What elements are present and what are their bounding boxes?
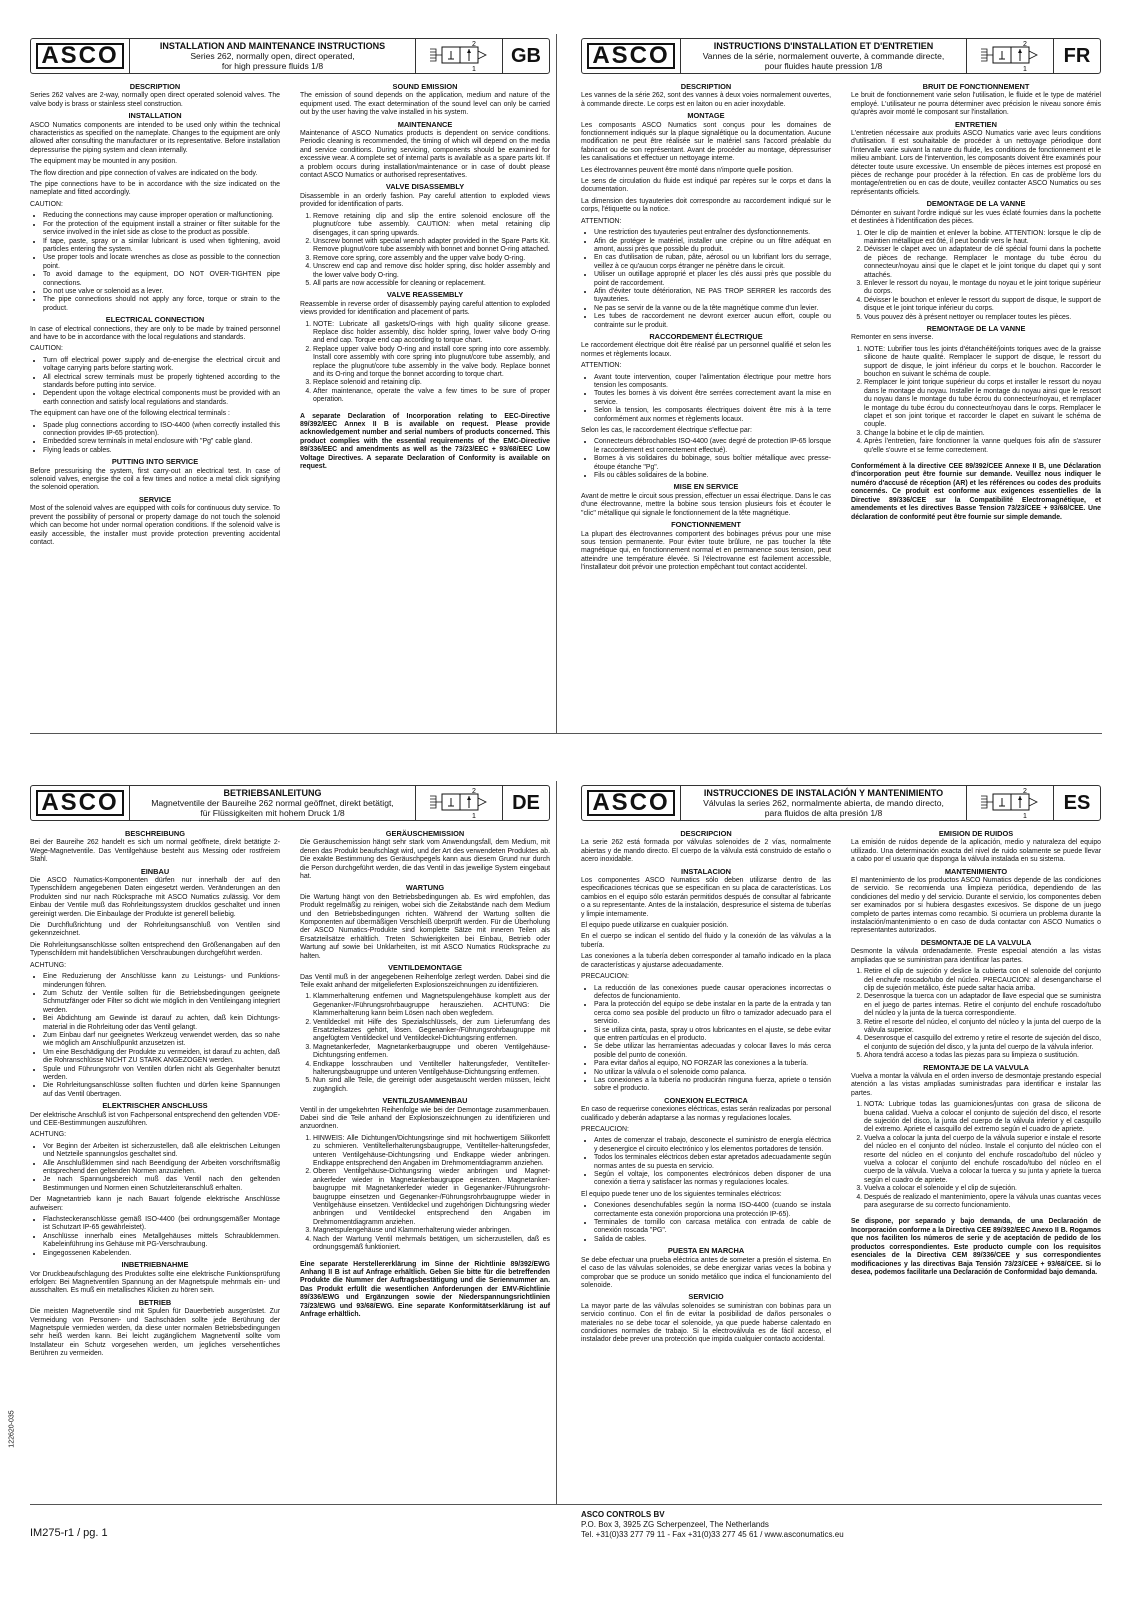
- list-item: 1. Remove retaining clip and slip the entire solenoid enclosure off the plugnut/core tube assembly. CAUTION: when metal retaining clip disengages, it can spring upwards.: [313, 213, 550, 238]
- paragraph: Vor Druckbeaufschlagung des Produktes sollte eine elektrische Funktionsprüfung erfolgen: Bei Magnetventilen Spannung an der Magnetspule mehrmals ein- und ausschalten. Es muß ein metallisches Klicken zu hören sein.: [30, 1270, 280, 1295]
- list-item: • Bei Abdichtung am Gewinde ist darauf zu achten, daß kein Dichtungs-material in die Rohrleitung oder das Ventil gelangt.: [43, 1015, 280, 1032]
- list-item: • If tape, paste, spray or a similar lubricant is used when tightening, avoid particles entering the system.: [43, 238, 280, 255]
- list-item: 4. Desenrosque el casquillo del extremo y retire el resorte de sujeción del disco, el conjunto de sujeción del disco, y la junta del cuerpo de la válvula inferior.: [864, 1035, 1101, 1052]
- paragraph: The equipment can have one of the following electrical terminals :: [30, 410, 230, 418]
- port-label-bottom: 1: [1023, 66, 1027, 73]
- list-item: 2. Ventildeckel mit Hilfe des Spezialschlüssels, der zum Lieferumfang des Ersatzteilsatzes gehört, lösen. Gegenanker-/Führungsrohrbaugruppe mit angefügtem Ventildeckel und Ventildeckel-Dichtungsring entfernen.: [313, 1019, 550, 1044]
- text-column: [581, 80, 831, 576]
- list-item: • Une restriction des tuyauteries peut entraîner des dysfonctionnements.: [594, 229, 831, 237]
- divider-horizontal-bottom: [30, 1504, 1102, 1505]
- list-item: 2. Remplacer le joint torique supérieur du corps et installer le ressort du noyau dans le montage du noyau. Installer le montage du noyau ainsi que le ressort du noyau dans le montage du tube écrou du connecteur/noyau, et remplacer le montage du tube écrou du connecteur/noyau dans le corps. Remplacer le clapet et son joint torique et raccorder le clapet en suivant le schéma de couple.: [864, 379, 1101, 429]
- list-item: • Utiliser un outillage approprié et placer les clés aussi près que possible du point de raccordement.: [594, 271, 831, 288]
- paragraph: ATTENTION:: [581, 362, 622, 370]
- list-item: • Spule und Führungsrohr von Ventilen dürfen nicht als Gegenhalter benutzt werden.: [43, 1066, 280, 1083]
- paragraph: Die meisten Magnetventile sind mit Spulen für Dauerbetrieb ausgerüstet. Zur Vermeidung von Personen- und Sachschäden sollte jede Berührung der Magnetspule vermieden werden, da diese unter normalen Betriebsbedingungen sehr heiß werden kann. Bei leicht zugänglichem Magnetventil sollte vom Installateur ein Schutz vorgesehen werden, um jegliches versehentliches Berühren zu vermeiden.: [30, 1308, 280, 1358]
- bullet-list: [581, 374, 831, 424]
- section-header: [581, 785, 1101, 821]
- paragraph: Les électrovannes peuvent être monté dans n'importe quelle position.: [581, 166, 793, 174]
- brand-logo-text: ASCO: [587, 43, 674, 69]
- valve-symbol-icon: [967, 786, 1053, 820]
- section-heading: DESCRIPCION: [680, 829, 732, 838]
- bullet-list: [581, 229, 831, 330]
- section-header: [581, 38, 1101, 74]
- list-item: • To avoid damage to the equipment, DO NOT OVER-TIGHTEN pipe connections.: [43, 271, 280, 288]
- header-subtitle: Series 262, normally open, direct operated,: [190, 51, 355, 61]
- paragraph: Das Ventil muß in der angegebenen Reihenfolge zerlegt werden. Dabei sind die Teile exakt anhand der mitgelieferten Explosionszeichnungen zu identifizieren.: [300, 973, 550, 989]
- list-item: 1. Retire el clip de sujeción y deslice la cubierta con el solenoide del conjunto del enchufe roscado/tubo del núcleo. PRECAUCION: al desengancharse el clip de sujeción metálico, éste puede saltar hacia arriba.: [864, 968, 1101, 993]
- section-heading: BETRIEB: [138, 1297, 172, 1307]
- section-heading: DESCRIPTION: [680, 82, 732, 91]
- divider-vertical-bottom: [556, 781, 557, 1504]
- paragraph: Disassemble in an orderly fashion. Pay careful attention to exploded views provided for identification of parts.: [300, 192, 550, 209]
- list-item: • Je nach Spannungsbereich muß das Ventil nach den geltenden Bestimmungen und Normen einen Schutzleiteranschluß erhalten.: [43, 1176, 280, 1193]
- list-item: 3. Change la bobine et le clip de maintien.: [864, 430, 1101, 438]
- section-heading: EMISION DE RUIDOS: [938, 829, 1014, 838]
- declaration-paragraph: Se dispone, por separado y bajo demanda, de una Declaración de Incorporación conforme a la Directiva CEE 89/392/EEC Anexo II B. Rogamos que nos faciliten los números de serie y de aceptación de pedido de los productos correspondientes. Este producto cumple con los requisitos esenciales de la Directiva CEM 89/336/CEE y sus correspondientes modificaciones y las directivas Baja Tensión 73/23/CEE + 93/68/CEE. Si lo desea, podemos facilitarle una Declaración de Conformidad bajo demanda.: [851, 1218, 1101, 1276]
- list-item: 2. Vuelva a colocar la junta del cuerpo de la válvula superior e instale el resorte del núcleo en el conjunto del núcleo. Instale el conjunto del núcleo con el resorte del núcleo en el conjunto del enchufe roscado/tubo del núcleo y vuelva a colocar el conjunto del enchufe roscado/tubo del núcleo en el cuerpo de la válvula. Vuelva a colocar la tuerca y su junta y apriete la tuerca según el cuadro de apriete.: [864, 1135, 1101, 1185]
- bullet-list: [30, 1143, 280, 1193]
- section-french: [581, 38, 1101, 576]
- port-label-top: 2: [1023, 788, 1027, 795]
- list-item: 2. Replace upper valve body O-ring and install core spring into core assembly. Install core assembly with core spring into plugnut/core tube assembly, and replace the plugnut/core tube assembly in the valve body. Replace bonnet and its O-ring and torque the bonnet according to torque chart.: [313, 346, 550, 380]
- list-item: • Si se utiliza cinta, pasta, spray u otros lubricantes en el ajuste, se debe evitar que entren partículas en el producto.: [594, 1027, 831, 1044]
- paragraph: Reassemble in reverse order of disassembly paying careful attention to exploded views provided for identification and placement of parts.: [300, 300, 550, 317]
- list-item: 3. Magnetankerfeder, Magnetankerbaugruppe und oberen Ventilgehäuse-Dichtungsring entfernen.: [313, 1044, 550, 1061]
- list-item: • Turn off electrical power supply and de-energise the electrical circuit and voltage carrying parts before starting work.: [43, 357, 280, 374]
- list-item: • Les tubes de raccordement ne devront exercer aucun effort, couple ou contrainte sur le produit.: [594, 313, 831, 330]
- header-title-main: INSTRUCTIONS D'INSTALLATION ET D'ENTRETIEN: [713, 41, 934, 51]
- divider-vertical-top: [556, 34, 557, 734]
- paragraph: Bei der Baureihe 262 handelt es sich um normal geöffnete, direkt betätigte 2-Wege-Magnetventile. Das Ventilgehäuse besteht aus Messing oder rostfreiem Stahl.: [30, 839, 280, 864]
- text-column: [581, 827, 831, 1348]
- numbered-list: [300, 993, 550, 1094]
- paragraph: Die ASCO Numatics-Komponenten dürfen nur innerhalb der auf den Typenschildern angegebenen Daten eingesetzt werden. Veränderungen an den Produkten sind nur nach Rücksprache mit ASCO Numatics zulässig. Vor dem Einbau der Ventile muß das Rohrleitungssystem drucklos geschaltet und innen gereinigt werden. Die Einbaulage der Produkte ist generell beliebig.: [30, 877, 280, 918]
- list-item: 5. Vous pouvez dès à présent nettoyer ou remplacer toutes les pièces.: [864, 314, 1101, 322]
- section-heading: MANTENIMIENTO: [944, 866, 1008, 876]
- list-item: 5. Nun sind alle Teile, die gereinigt oder ausgetauscht werden müssen, leicht zugänglich.: [313, 1077, 550, 1094]
- list-item: • Eine Reduzierung der Anschlüsse kann zu Leistungs- und Funktions-minderungen führen.: [43, 973, 280, 990]
- list-item: • No utilizar la válvula o el solenoide como palanca.: [594, 1069, 831, 1077]
- header-title: [681, 39, 966, 73]
- text-columns: [30, 80, 550, 550]
- paragraph: El equipo puede tener uno de los siguientes terminales eléctricos:: [581, 1190, 782, 1198]
- list-item: 4. Dévisser le bouchon et enlever le ressort du support de disque, le support de disque et le joint torique inférieur du corps.: [864, 297, 1101, 314]
- text-column: [851, 80, 1101, 576]
- section-heading: SERVICE: [138, 494, 172, 504]
- bullet-list: [30, 357, 280, 407]
- header-title-main: BETRIEBSANLEITUNG: [223, 788, 322, 798]
- list-item: • Bornes à vis solidaires du bobinage, sous boîtier métallique avec presse-étoupe étanche "Pg".: [594, 455, 831, 472]
- list-item: • Afin de protéger le matériel, installer une crépine ou un filtre adéquat en amont, aussi près que possible du produit.: [594, 238, 831, 255]
- company-contact: Tel. +31(0)33 277 79 11 - Fax +31(0)33 277 45 61 / www.asconumatics.eu: [581, 1530, 844, 1539]
- valve-symbol-icon: [416, 786, 502, 820]
- port-label-top: 2: [1023, 41, 1027, 48]
- paragraph: La dimension des tuyauteries doit correspondre au raccordement indiqué sur le corps, l'étiquette ou la notice.: [581, 197, 831, 214]
- list-item: • Salida de cables.: [594, 1236, 831, 1244]
- list-item: • Según el voltaje, los componentes electrónicos deben disponer de una conexión a tierra y satisfacer las normas y regulaciones locales.: [594, 1171, 831, 1188]
- bullet-list: [30, 422, 280, 456]
- section-heading: VALVE DISASSEMBLY: [385, 182, 465, 192]
- section-header: [30, 38, 550, 74]
- list-item: 1. NOTE: Lubricate all gaskets/O-rings with high quality silicone grease. Replace disc holder assembly, disc holder spring, lower valve body O-ring and end cap. Torque end cap according to torque chart.: [313, 321, 550, 346]
- section-heading: MAINTENANCE: [397, 119, 453, 129]
- list-item: 1. Klammerhalterung entfernen und Magnetspulengehäuse komplett aus der Gegenanker-/Führungsrohrbaugruppe herausziehen. ACHTUNG: Die Klammerhalterung kann beim Lösen nach oben wegfedern.: [313, 993, 550, 1018]
- paragraph: PRECAUCION:: [581, 1126, 629, 1133]
- list-item: • Spade plug connections according to ISO-4400 (when correctly installed this connection provides IP-65 protection).: [43, 422, 280, 439]
- section-heading: MISE EN SERVICE: [673, 482, 739, 492]
- text-column: [300, 80, 550, 550]
- list-item: • Vor Beginn der Arbeiten ist sicherzustellen, daß alle elektrischen Leitungen und Netzteile spannungslos geschaltet sind.: [43, 1143, 280, 1160]
- list-item: 2. Dévisser le clapet avec un adaptateur de clé spécial fourni dans la pochette de pièces de rechange. Remplacer le montage du tube écrou du connecteur/noyau ainsi que le clapet et le joint torique du clapet qui y sont attachés.: [864, 246, 1101, 280]
- section-heading: INSTALACION: [681, 866, 731, 876]
- header-subtitle: Válvulas la series 262, normalmente abierta, de mando directo,: [703, 798, 944, 808]
- paragraph: In case of electrical connections, they are only to be made by trained personnel and have to be in accordance with the local regulations and standards.: [30, 325, 280, 341]
- port-label-bottom: 1: [1023, 813, 1027, 820]
- language-code: DE: [502, 786, 549, 820]
- section-heading: REMONTAJE DE LA VALVULA: [923, 1062, 1029, 1072]
- list-item: 1. Oter le clip de maintien et enlever la bobine. ATTENTION: lorsque le clip de maintien métallique est ôté, il peut bondir vers le haut.: [864, 230, 1101, 247]
- language-code: GB: [502, 39, 549, 73]
- language-code: ES: [1053, 786, 1100, 820]
- section-heading: DEMONTAGE DE LA VANNE: [926, 199, 1026, 209]
- valve-symbol-icon: [967, 39, 1053, 73]
- paragraph: Der elektrische Anschluß ist von Fachpersonal entsprechend den geltenden VDE- und CEE-Bestimmungen auszuführen.: [30, 1111, 280, 1127]
- section-heading: BESCHREIBUNG: [125, 829, 185, 838]
- declaration-paragraph: Eine separate Herstellererklärung im Sinne der Richtlinie 89/392/EWG Anhang II B ist auf Anfrage erhältlich. Geben Sie bitte für die betreffenden Produkte die Nummer der Auftragsbestätigung und die Seriennummer an. Das Produkt erfüllt die wesentlichen Anforderungen der EMV-Richtlinie 89/336/EWG und Ergänzungen sowie der Niederspannungsrichtlinien 73/23/EWG und 93/68/EWG. Eine separate Konformitätserklärung ist auf Anfrage erhältlich.: [300, 1260, 550, 1318]
- list-item: 2. Oberen Ventilgehäuse-Dichtungsring wieder anbringen und Magnet-ankerfeder wieder in Magnetankerbaugruppe einsetzen. Magnetanker-baugruppe mit Magnetankerfeder wieder in Gegenanker-/Führungsrohr-baugruppe einsetzen und Gegenanker-/Führungsrohrbaugruppe wieder in Ventilgehäuse einsetzen. Ventildeckel und zugehörigen Dichtungsring wieder anbringen und Ventildeckel entsprechend den Angaben im Drehmomentdiagramm anziehen.: [313, 1168, 550, 1227]
- list-item: • Avant toute intervention, couper l'alimentation électrique pour mettre hors tension les composants.: [594, 374, 831, 391]
- list-item: • Flachsteckeranschlüsse gemäß ISO-4400 (bei ordnungsgemäßer Montage ist Schutzart IP-65 gewährleistet).: [43, 1216, 280, 1233]
- section-heading: REMONTAGE DE LA VANNE: [926, 323, 1026, 333]
- header-title: [130, 39, 415, 73]
- section-heading: MONTAGE: [687, 111, 725, 121]
- text-columns: [581, 827, 1101, 1348]
- header-subtitle: Magnetventile der Baureihe 262 normal geöffnet, direkt betätigt,: [151, 798, 394, 808]
- bullet-list: [581, 438, 831, 480]
- paragraph: La plupart des électrovannes comportent des bobinages prévus pour une mise sous tension permanente. Pour éviter toute brûlure, ne pas toucher la tête magnétique qui, en fonctionnement normal et en permanence sous tension, peut atteindre une température élevée. Si l'électrovanne est facilement accessible, l'installateur doit prévoir une protection empêchant tout contact accidentel.: [581, 530, 831, 572]
- list-item: • Afin d'éviter toute détérioration, NE PAS TROP SERRER les raccords des tuyauteries.: [594, 288, 831, 305]
- list-item: • Las conexiones a la tubería no producirán ninguna fuerza, apriete o tensión sobre el producto.: [594, 1077, 831, 1094]
- declaration-paragraph: A separate Declaration of Incorporation relating to EEC-Directive 89/392/EEC Annex II B is available on request. Please provide acknowledgement number and serial numbers of products concerned. This product complies with the essential requirements of the EMC-Directive 89/336/EEC and amendments as well as the 73/23/EEC + 93/68/EEC Low Voltage Directives. A separate Declaration of Conformity is available on request.: [300, 412, 550, 471]
- list-item: • Selon la tension, les composants électriques doivent être mis à la terre conformément aux normes et règlements locaux.: [594, 407, 831, 424]
- bullet-list: [30, 212, 280, 313]
- paragraph: CAUTION:: [30, 200, 63, 208]
- header-subtitle: for high pressure fluids 1/8: [221, 61, 324, 71]
- brand-logo: [31, 786, 130, 820]
- paragraph: The equipment may be mounted in any position.: [30, 158, 178, 166]
- bullet-list: [581, 985, 831, 1094]
- paragraph: Series 262 valves are 2-way, normally open direct operated solenoid valves. The valve body is brass or stainless steel construction.: [30, 92, 280, 108]
- text-columns: [581, 80, 1101, 576]
- company-address: P.O. Box 3, 3925 ZG Scherpenzeel, The Netherlands: [581, 1520, 769, 1529]
- paragraph: Die Rohrleitungsanschlüsse sollten entsprechend den Größenangaben auf den Typenschildern mit handelsüblichen Verschraubungen durchgeführt werden.: [30, 941, 280, 958]
- list-item: • Embedded screw terminals in metal enclosure with "Pg" cable gland.: [43, 438, 280, 446]
- numbered-list: [300, 213, 550, 289]
- section-heading: SOUND EMISSION: [392, 82, 458, 91]
- section-heading: INBETRIEBNAHME: [121, 1260, 189, 1270]
- paragraph: Remonter en sens inverse.: [851, 334, 934, 342]
- section-spanish: [581, 785, 1101, 1348]
- valve-symbol: [415, 39, 502, 73]
- list-item: • The pipe connections should not apply any force, torque or strain to the product.: [43, 296, 280, 313]
- paragraph: ASCO Numatics components are intended to be used only within the technical characteristics as specified on the nameplate. Changes to the equipment are only allowed after consulting the manufacturer or its representative. Before installation depressurise the piping system and clean internally.: [30, 121, 280, 154]
- list-item: • Antes de comenzar el trabajo, desconecte el suministro de energía eléctrica y desenergice el circuito electrónico y los elementos portadores de tensión.: [594, 1137, 831, 1154]
- list-item: • Toutes les bornes à vis doivent être serrées correctement avant la mise en service.: [594, 390, 831, 407]
- section-heading: ELEKTRISCHER ANSCHLUSS: [102, 1101, 208, 1111]
- paragraph: Se debe efectuar una prueba eléctrica antes de someter a presión el sistema. En el caso de las válvulas solenoides, se debe energizar varias veces la bobina y comprobar que se produce un sonido metálico que indica el funcionamiento del solenoide.: [581, 1256, 831, 1289]
- list-item: 1. HINWEIS: Alle Dichtungen/Dichtungsringe sind mit hochwertigem Silikonfett zu schmieren. Ventiltellerhalterungsbaugruppe, Ventilteller-halterungsfeder, unteren Ventilgehäuse-Dichtungsring und Endkappe wieder anbringen. Endkappe entsprechend den Angaben im Drehmomentdiagramm anziehen.: [313, 1135, 550, 1169]
- paragraph: La serie 262 está formada por válvulas solenoides de 2 vías, normalmente abiertas y de mando directo. El cuerpo de la válvula está construido de estaño o acero inoxidable.: [581, 839, 831, 864]
- text-column: [300, 827, 550, 1362]
- section-heading: PUTTING INTO SERVICE: [111, 457, 199, 467]
- section-heading: ELECTRICAL CONNECTION: [105, 315, 205, 325]
- section-heading: BRUIT DE FONCTIONNEMENT: [922, 82, 1030, 91]
- brand-logo-text: ASCO: [587, 790, 674, 816]
- list-item: 3. Remove core spring, core assembly and the upper valve body O-ring.: [313, 255, 550, 263]
- section-heading: DESCRIPTION: [129, 82, 181, 91]
- paragraph: L'entretien nécessaire aux produits ASCO Numatics varie avec leurs conditions d'utilisation. Il est souhaitable de procéder à un nettoyage périodique dont l'intervalle varie suivant la nature du fluide, les conditions de fonctionnement et le milieu ambiant. Lors de l'intervention, les composants doivent être examinés pour détecter toute usure excessive. Un ensemble de pièces internes est proposé en pièces de rechange pour procéder à la réfection. En cas de problème lors du montage/entretien ou en cas de doute, veuillez contacter ASCO Numatics ou ses représentants officiels.: [851, 130, 1101, 196]
- list-item: 3. Retire el resorte del núcleo, el conjunto del núcleo y la junta del cuerpo de la válvula superior.: [864, 1019, 1101, 1036]
- numbered-list: [300, 321, 550, 405]
- header-title: [130, 786, 415, 820]
- paragraph: Les composants ASCO Numatics sont conçus pour les domaines de fonctionnement indiqués sur la plaque signalétique ou la documentation. Aucune modification ne peut être réalisée sur le matériel sans l'accord préalable du fabricant ou de son représentant. Avant de procéder au montage, dépressuriser les canalisations et effectuer un nettoyage interne.: [581, 121, 831, 163]
- numbered-list: [851, 346, 1101, 455]
- company-name: ASCO CONTROLS BV: [581, 1510, 665, 1519]
- numbered-list: [851, 230, 1101, 322]
- brand-logo: [31, 39, 130, 73]
- port-label-bottom: 1: [472, 66, 476, 73]
- paragraph: Las conexiones a la tubería deben corresponder al tamaño indicado en la placa de características y ajustarse adecuadamente.: [581, 953, 831, 969]
- paragraph: Most of the solenoid valves are equipped with coils for continuous duty service. To prevent the possibility of personal or property damage do not touch the solenoid which can become hot under normal operation conditions. If the solenoid valve is easily accessible, the installer must provide protection preventing accidental contact.: [30, 505, 280, 546]
- list-item: • Para evitar daños al equipo, NO FORZAR las conexiones a la tubería.: [594, 1060, 831, 1068]
- list-item: • Die Rohrleitungsanschlüsse sollten fluchten und dürfen keine Spannungen auf das Ventil übertragen.: [43, 1082, 280, 1099]
- section-english: [30, 38, 550, 550]
- list-item: 4. Après l'entretien, faire fonctionner la vanne quelques fois afin de s'assurer qu'elle s'ouvre et se ferme correctement.: [864, 438, 1101, 455]
- valve-symbol-icon: [416, 39, 502, 73]
- text-column: [851, 827, 1101, 1348]
- company-block: [581, 1510, 844, 1540]
- side-code: 122620-035: [8, 1410, 16, 1448]
- brand-logo-text: ASCO: [36, 790, 123, 816]
- port-label-top: 2: [472, 788, 476, 795]
- bullet-list: [30, 973, 280, 1099]
- list-item: • Fils ou câbles solidaires de la bobine.: [594, 472, 831, 480]
- list-item: • Zum Schutz der Ventile sollten für die Betriebsbedingungen geeignete Schmutzfänger oder Filter so dicht wie möglich in den Ventileingang integriert werden.: [43, 990, 280, 1015]
- valve-symbol: [415, 786, 502, 820]
- paragraph: Le bruit de fonctionnement varie selon l'utilisation, le fluide et le type de matériel employé. L'utilisateur ne pourra déterminer avec précision le niveau sonore émis qu'après avoir monté le composant sur l'installation.: [851, 92, 1101, 117]
- list-item: 3. Vuelva a colocar el solenoide y el clip de sujeción.: [864, 1185, 1101, 1193]
- paragraph: The flow direction and pipe connection of valves are indicated on the body.: [30, 169, 258, 177]
- list-item: • Do not use valve or solenoid as a lever.: [43, 288, 280, 296]
- paragraph: Le sens de circulation du fluide est indiqué par repères sur le corps et dans la documentation.: [581, 178, 831, 194]
- paragraph: The emission of sound depends on the application, medium and nature of the equipment used. The exact determination of the sound level can only be carried out by the user having the valve installed in his system.: [300, 92, 550, 117]
- list-item: • En cas d'utilisation de ruban, pâte, aérosol ou un lubrifiant lors du serrage, veillez à ce qu'aucun corps étranger ne pénètre dans le circuit.: [594, 254, 831, 271]
- section-heading: RACCORDEMENT ÉLECTRIQUE: [649, 331, 763, 341]
- text-column: [30, 827, 280, 1362]
- brand-logo: [582, 39, 681, 73]
- brand-logo: [582, 786, 681, 820]
- port-label-top: 2: [472, 41, 476, 48]
- paragraph: The pipe connections have to be in accordance with the size indicated on the nameplate and fitted accordingly.: [30, 181, 280, 197]
- list-item: • Dependent upon the voltage electrical components must be provided with an earth connection and satisfy local regulations and standards.: [43, 390, 280, 407]
- section-heading: FONCTIONNEMENT: [671, 520, 741, 530]
- section-heading: GERÄUSCHEMISSION: [385, 829, 465, 838]
- list-item: 4. Nach der Wartung Ventil mehrmals betätigen, um sicherzustellen, daß es ordnungsgemäß funktioniert.: [313, 1236, 550, 1253]
- paragraph: ATTENTION:: [581, 217, 622, 225]
- section-heading: ENTRETIEN: [955, 119, 997, 129]
- list-item: • Eingegossenen Kabelenden.: [43, 1250, 280, 1258]
- list-item: 5. Ahora tendrá acceso a todas las piezas para su limpieza o sustitución.: [864, 1052, 1101, 1060]
- list-item: 5. All parts are now accessible for cleaning or replacement.: [313, 280, 550, 288]
- section-heading: VALVE REASSEMBLY: [386, 290, 464, 300]
- header-title-main: INSTRUCCIONES DE INSTALACIÓN Y MANTENIMIENTO: [703, 788, 944, 798]
- section-heading: VENTILDEMONTAGE: [388, 963, 462, 973]
- list-item: 4. Unscrew end cap and remove disc holder spring, disc holder assembly and the lower valve body O-ring.: [313, 263, 550, 280]
- paragraph: En el cuerpo se indican el sentido del fluido y la conexión de las válvulas a la tubería.: [581, 933, 831, 949]
- list-item: • Connecteurs débrochables ISO-4400 (avec degré de protection IP-65 lorsque le raccordement est correctement effectué).: [594, 438, 831, 455]
- header-subtitle: Vannes de la série, normalement ouverte, à commande directe,: [702, 51, 945, 61]
- paragraph: CAUTION:: [30, 345, 63, 353]
- paragraph: Ventil in der umgekehrten Reihenfolge wie bei der Demontage zusammenbauen. Dabei sind die Teile anhand der Explosionszeichnungen zu identifizieren und anzuordnen.: [300, 1106, 550, 1131]
- numbered-list: [300, 1135, 550, 1253]
- text-column: [30, 80, 280, 550]
- paragraph: El equipo puede utilizarse en cualquier posición.: [581, 922, 729, 930]
- paragraph: Die Wartung hängt von den Betriebsbedingungen ab. Es wird empfohlen, das Produkt regelmäßig zu reinigen, wobei sich die Zeitabstände nach dem Medium und den Betriebsbedingungen richten. Während der Wartung sollten die Komponenten auf übermäßigen Verschleiß überprüft werden. Für die Überholung der ASCO Numatics-Produkte sind komplette Sätze mit inneren Teilen als Ersatzteilsätze erhältlich. Treten Schwierigkeiten bei Einbau, Betrieb oder Wartung auf sowie bei Unklarheiten, ist mit ASCO Numatics Rücksprache zu halten.: [300, 893, 550, 960]
- section-heading: SERVICIO: [688, 1292, 724, 1302]
- list-item: • For the protection of the equipment install a strainer or filter suitable for the service involved in the inlet side as close to the product as possible.: [43, 221, 280, 238]
- paragraph: Démonter en suivant l'ordre indiqué sur les vues éclaté fournies dans la pochette et destinées à l'identification des pièces.: [851, 209, 1101, 226]
- header-subtitle: para fluidos de alta presión 1/8: [764, 808, 883, 818]
- paragraph: Avant de mettre le circuit sous pression, effectuer un essai électrique. Dans le cas d'une électrovanne, mettre la bobine sous tension plusieurs fois et écouter le "clic" métallique qui signale le fonctionnement de la tête magnétique.: [581, 492, 831, 517]
- header-subtitle: für Flüssigkeiten mit hohem Druck 1/8: [200, 808, 345, 818]
- header-title-main: INSTALLATION AND MAINTENANCE INSTRUCTIONS: [159, 41, 386, 51]
- bullet-list: [581, 1202, 831, 1244]
- paragraph: Die Geräuschemission hängt sehr stark vom Anwendungsfall, dem Medium, mit denen das Produkt beaufschlagt wird, und der Art des verwendeten Produktes ab. Die exakte Bestimmung des Geräuschpegels kann aus diesem Grund nur durch die Person durchgeführt werden, die das Ventil in das jeweilige System eingebaut hat.: [300, 839, 550, 881]
- list-item: • Anschlüsse innerhalb eines Metallgehäuses mittels Schraubklemmen. Kabeleinführung ins Gehäuse mit PG-Verschraubung.: [43, 1233, 280, 1250]
- list-item: • La reducción de las conexiones puede causar operaciones incorrectas o defectos de funcionamiento.: [594, 985, 831, 1002]
- paragraph: La mayor parte de las válvulas solenoides se suministran con bobinas para un servicio continuo. Con el fin de evitar la posibilidad de daños personales o materiales no se debe tocar el solenoide, ya que puede haberse calentado en condiciones normales de trabajo. Si la electroválvula es de fácil acceso, el instalador debe prever una protección que impida cualquier contacto accidental.: [581, 1302, 831, 1344]
- list-item: 4. After maintenance, operate the valve a few times to be sure of proper operation.: [313, 388, 550, 405]
- paragraph: Der Magnetantrieb kann je nach Bauart folgende elektrische Anschlüsse aufweisen:: [30, 1196, 280, 1212]
- list-item: • Ne pas se servir de la vanne ou de la tête magnétique comme d'un levier.: [594, 305, 831, 313]
- valve-symbol: [966, 39, 1053, 73]
- header-title: [681, 786, 966, 820]
- section-header: [30, 785, 550, 821]
- paragraph: Vuelva a montar la válvula en el orden inverso de desmontaje prestando especial atención a las vistas ampliadas suministradas para identificar e instalar las partes.: [851, 1072, 1101, 1097]
- list-item: 1. NOTE: Lubrifier tous les joints d'étanchéité/joints toriques avec de la graisse silicone de haute qualité. Remplacer le support de disque, le ressort du support de disque, le joint inférieur du corps et le bouchon. Raccorder le bouchon en suivant le schéma de couple.: [864, 346, 1101, 380]
- list-item: 4. Endkappe losschrauben und Ventilteller halterungsfeder, Ventilteller-halterungsbaugruppe und unteren Ventilgehäuse-Dichtungsring entfernen.: [313, 1061, 550, 1078]
- paragraph: El mantenimiento de los productos ASCO Numatics depende de las condiciones de servicio. Se recomienda una limpieza periódica, dependiendo de las condiciones del medio y del servicio. Durante el servicio, los componentes deben ser examinados por si hubiera desgastes excesivos. Se dispone de un juego completo de partes internas como recambio. Si ocurriera un problema durante la instalación/mantenimiento o en caso de duda contactar con ASCO Numatics o representantes autorizados.: [851, 877, 1101, 935]
- section-heading: PUESTA EN MARCHA: [667, 1246, 745, 1256]
- list-item: • Se debe utilizar las herramientas adecuadas y colocar llaves lo más cerca posible del punto de conexión.: [594, 1043, 831, 1060]
- paragraph: Le raccordement électrique doit être réalisé par un personnel qualifié et selon les normes et règlements locaux.: [581, 342, 831, 358]
- paragraph: La emisión de ruidos depende de la aplicación, medio y naturaleza del equipo utilizado. Una determinación exacta del nivel de ruido solamente se puede llevar a cabo por el usuario que disponga la válvula instalada en su sistema.: [851, 839, 1101, 864]
- numbered-list: [851, 1101, 1101, 1210]
- list-item: 1. NOTA: Lubrique todas las guarniciones/juntas con grasa de silicona de buena calidad. Vuelva a colocar el conjunto de sujeción del disco, el resorte de sujeción del disco, la junta del cuerpo de la válvula inferior y el casquillo del extremo. Apriete el casquillo del extremo según el cuadro de apriete.: [864, 1101, 1101, 1135]
- valve-symbol: [966, 786, 1053, 820]
- paragraph: Selon les cas, le raccordement électrique s'effectue par:: [581, 427, 752, 435]
- paragraph: ACHTUNG:: [30, 1131, 66, 1139]
- port-label-bottom: 1: [472, 813, 476, 820]
- bullet-list: [581, 1137, 831, 1187]
- declaration-paragraph: Conformément à la directive CEE 89/392/CEE Annexe II B, une Déclaration d'incorporation peut être fournie sur demande. Veuillez nous indiquer le numéro d'accusé de réception (AR) et les références ou codes des produits concernés. Ce produit est conforme aux exigences essentielles de la Directive 89/336/CEE sur la Compatibilité Electromagnétique, et amendements et les directives Basse Tension 73/23/CEE + 93/68/CEE. Une déclaration de conformité peut être fournie sur simple demande.: [851, 463, 1101, 521]
- paragraph: Before pressurising the system, first carry-out an electrical test. In case of solenoid valves, energise the coil a few times and notice a metal click signifying the solenoid operation.: [30, 467, 280, 492]
- list-item: 3. Replace solenoid and retaining clip.: [313, 379, 550, 387]
- list-item: • Conexiones desenchufables según la norma ISO-4400 (cuando se instala correctamente esta conexión proporciona una protección IP-65).: [594, 1202, 831, 1219]
- paragraph: Desmonte la válvula ordenadamente. Preste especial atención a las vistas ampliadas que se suministran para identificar las partes.: [851, 948, 1101, 964]
- list-item: 3. Magnetspulengehäuse und Klammerhalterung wieder anbringen.: [313, 1227, 550, 1235]
- brand-logo-text: ASCO: [36, 43, 123, 69]
- list-item: • Um eine Beschädigung der Produkte zu vermeiden, ist darauf zu achten, daß die Rohranschlüsse NICHT ZU STARK ANGEZOGEN werden.: [43, 1049, 280, 1066]
- paragraph: Die Durchflußrichtung und der Rohrleitungsanschluß von Ventilen sind gekennzeichnet.: [30, 922, 280, 938]
- list-item: • Reducing the connections may cause improper operation or malfunctioning.: [43, 212, 280, 220]
- section-heading: EINBAU: [140, 866, 170, 876]
- paragraph: Maintenance of ASCO Numatics products is dependent on service conditions. Periodic cleaning is recommended, the timing of which will depend on the media and service conditions. During servicing, components should be examined for excessive wear. A complete set of internal parts is available as a spare parts kit. If a problem occurs during installation/maintenance or in case of doubt please contact ASCO Numatics or authorised representatives.: [300, 130, 550, 180]
- text-columns: [30, 827, 550, 1362]
- list-item: 2. Unscrew bonnet with special wrench adapter provided in the Spare Parts Kit. Remove plugnut/core tube assembly with bonnet and bonnet O-ring attached.: [313, 238, 550, 255]
- list-item: 2. Desenrosque la tuerca con un adaptador de llave especial que se suministra en el juego de partes internas. Retire el conjunto del enchufe roscado/tubo del núcleo y la junta de la tuerca correspondiente.: [864, 993, 1101, 1018]
- section-heading: WARTUNG: [405, 883, 445, 893]
- paragraph: PRECAUCION:: [581, 973, 629, 981]
- list-item: • Use proper tools and locate wrenches as close as possible to the connection point.: [43, 254, 280, 271]
- numbered-list: [851, 968, 1101, 1060]
- section-heading: DESMONTAJE DE LA VALVULA: [920, 937, 1032, 947]
- paragraph: Los componentes ASCO Numatics sólo deben utilizarse dentro de las especificaciones técnicas que se especifican en su placa de características. Los cambios en el equipo sólo estarán permitidos después de consultar al fabricante o a su representante. Antes de la instalación, despresurice el sistema de tuberías y limpie internamente.: [581, 877, 831, 918]
- paragraph: ACHTUNG:: [30, 961, 66, 969]
- list-item: • All electrical screw terminals must be properly tightened according to the standards before putting into service.: [43, 374, 280, 391]
- list-item: • Zum Einbau darf nur geeignetes Werkzeug verwendet werden, das so nahe wie möglich am Anschlußpunkt anzusetzen ist.: [43, 1032, 280, 1049]
- list-item: • Todos los terminales eléctricos deben estar apretados adecuadamente según normas antes de su puesta en servicio.: [594, 1154, 831, 1171]
- bullet-list: [30, 1216, 280, 1258]
- list-item: • Para la protección del equipo se debe instalar en la parte de la entrada y tan cerca como sea posible del producto un filtro o tamizador adecuado para el servicio.: [594, 1001, 831, 1026]
- list-item: • Alle Anschlußklemmen sind nach Beendigung der Arbeiten vorschriftsmäßig entsprechend den geltenden Normen anzuziehen.: [43, 1160, 280, 1177]
- list-item: • Flying leads or cables.: [43, 447, 280, 455]
- list-item: 4. Después de realizado el mantenimiento, opere la válvula unas cuantas veces para asegurarse de su correcto funcionamiento.: [864, 1194, 1101, 1211]
- divider-horizontal: [30, 733, 1102, 734]
- section-heading: INSTALLATION: [128, 111, 182, 121]
- list-item: • Terminales de tornillo con carcasa metálica con entrada de cable de conexión roscada "PG".: [594, 1219, 831, 1236]
- language-code: FR: [1053, 39, 1100, 73]
- list-item: 3. Enlever le ressort du noyau, le montage du noyau et le joint torique supérieur du corps.: [864, 280, 1101, 297]
- header-subtitle: pour fluides haute pression 1/8: [764, 61, 883, 71]
- section-heading: CONEXION ELECTRICA: [664, 1095, 748, 1105]
- paragraph: En caso de requerirse conexiones eléctricas, estas serán realizadas por personal cualificado y deberán adaptarse a las normas y regulaciones locales.: [581, 1106, 831, 1122]
- section-heading: VENTILZUSAMMENBAU: [382, 1096, 468, 1106]
- paragraph: Les vannes de la série 262, sont des vannes à deux voies normalement ouvertes, à commande directe. Le corps est en laiton ou en acier inoxydable.: [581, 92, 831, 108]
- doc-code: IM275-r1 / pg. 1: [30, 1527, 108, 1539]
- section-german: [30, 785, 550, 1362]
